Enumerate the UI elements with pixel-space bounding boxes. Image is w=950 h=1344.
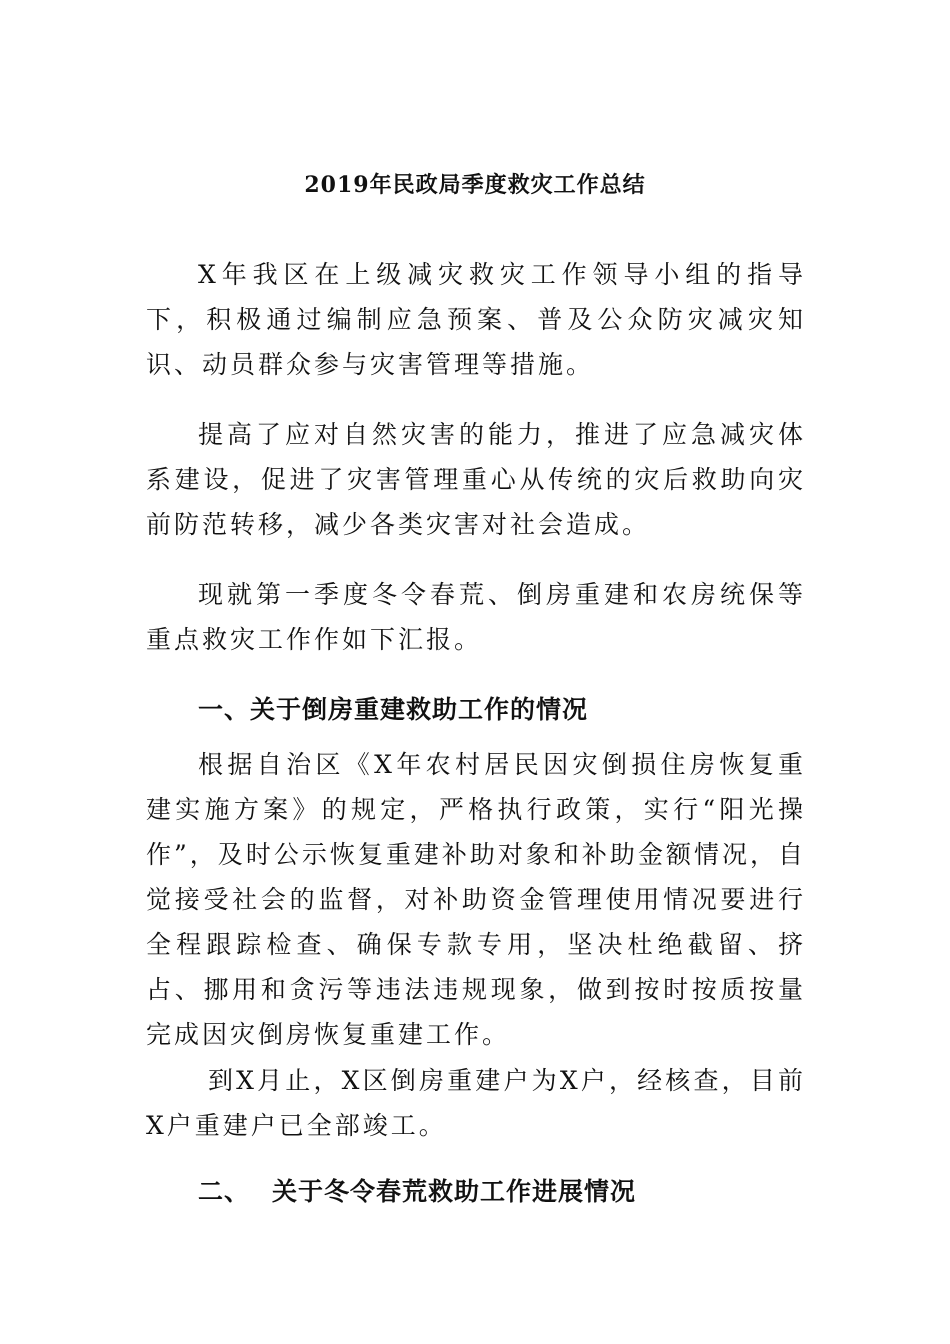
intro-paragraph-2: 提高了应对自然灾害的能力，推进了应急减灾体系建设，促进了灾害管理重心从传统的灾后救助向灾前防范转移，减少各类灾害对社会造成。 bbox=[146, 420, 806, 539]
section-2-heading-number: 二、 bbox=[198, 1177, 251, 1206]
intro-paragraph-3: 现就第一季度冬令春荒、倒房重建和农房统保等重点救灾工作作如下汇报。 bbox=[146, 580, 806, 654]
section-2-heading bbox=[198, 1172, 636, 1208]
section-1-paragraph-2: 到X月止，X区倒房重建户为X户，经核查，目前X户重建户已全部竣工。 bbox=[146, 1066, 806, 1140]
section-1-paragraph-1: 根据自治区《X年农村居民因灾倒损住房恢复重建实施方案》的规定，严格执行政策，实行“阳光操作”，及时公示恢复重建补助对象和补助金额情况，自觉接受社会的监督，对补助资金管理使用情况要进行全程跟踪检查、确保专款专用，坚决杜绝截留、挤占、挪用和贪污等违法违规现象，做到按时按质按量完成因灾倒房恢复重建工作。 bbox=[146, 750, 806, 1049]
intro-paragraph-1: X年我区在上级减灾救灾工作领导小组的指导下，积极通过编制应急预案、普及公众防灾减灾知识、动员群众参与灾害管理等措施。 bbox=[146, 260, 806, 379]
section-1-heading: 一、关于倒房重建救助工作的情况 bbox=[198, 695, 589, 724]
section-2-heading-text: 关于冬令春荒救助工作进展情况 bbox=[272, 1177, 637, 1206]
document-title: 2019年民政局季度救灾工作总结 bbox=[304, 172, 646, 198]
